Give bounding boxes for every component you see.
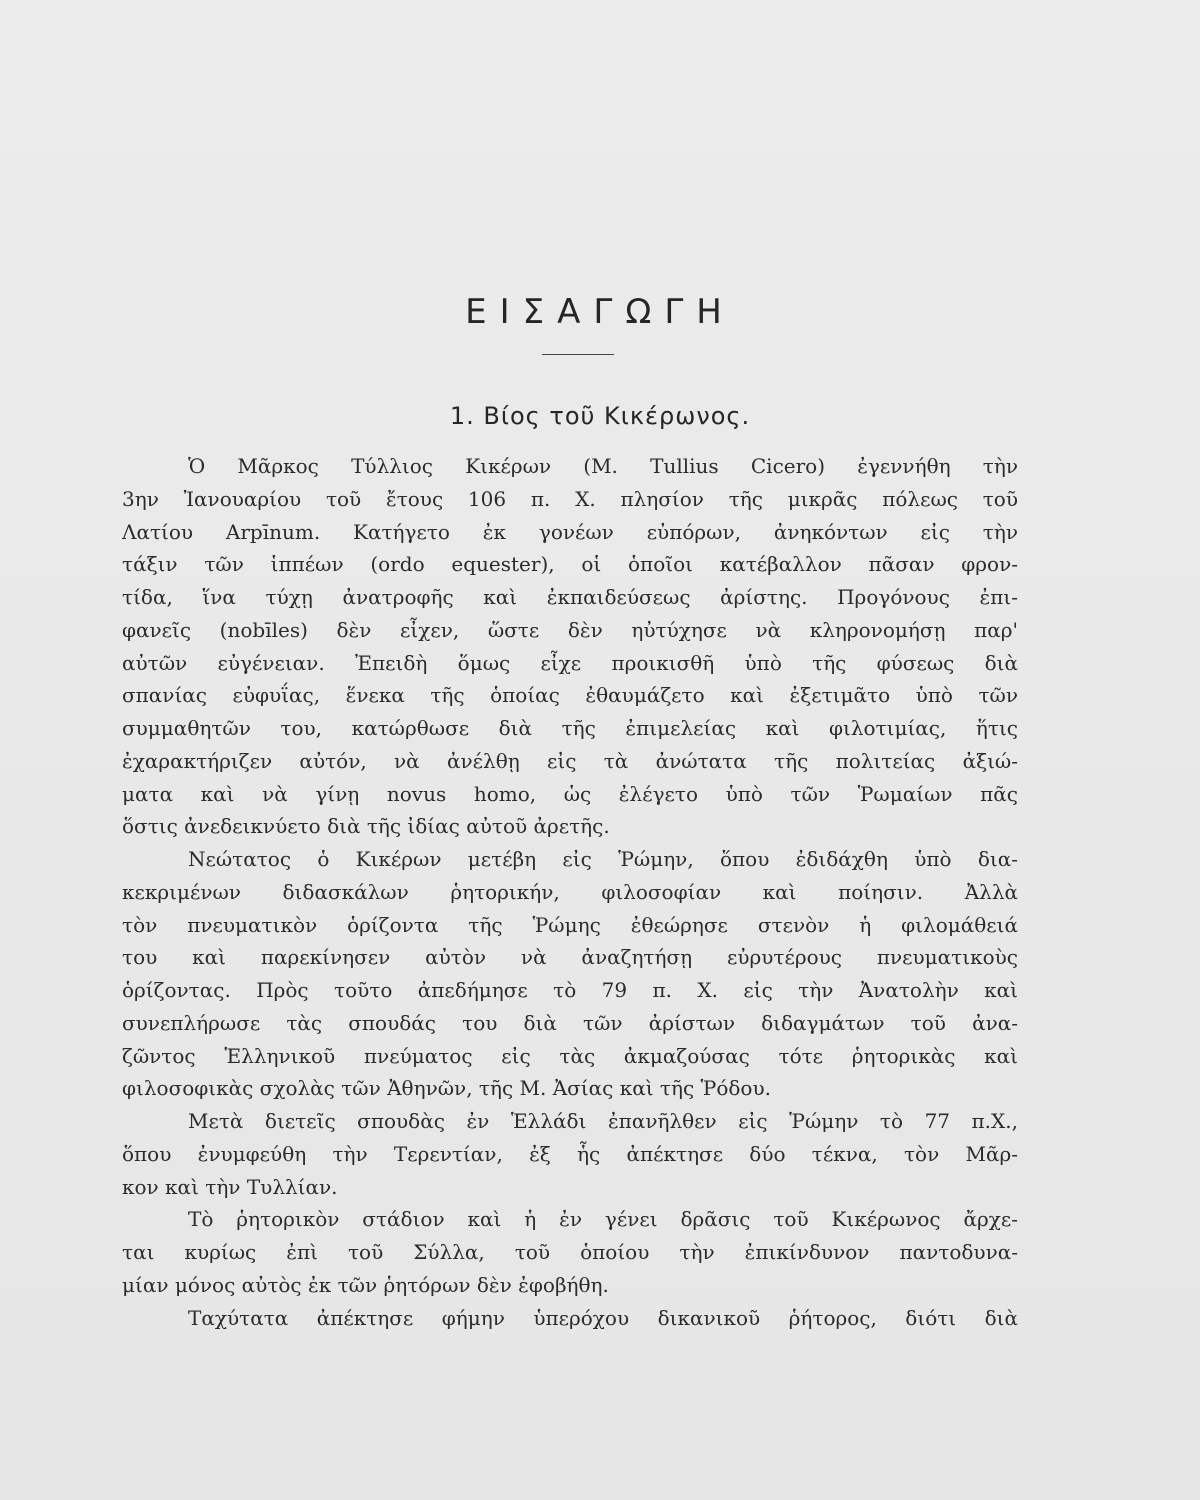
text-line: Τὸ ῥητορικὸν στάδιον καὶ ἡ ἐν γένει δρᾶσις τοῦ Κικέρωνος ἄρχε- bbox=[188, 1207, 1018, 1232]
text-line: ματα καὶ νὰ γίνῃ novus homo, ὡς ἐλέγετο ὑπὸ τῶν Ῥωμαίων πᾶς bbox=[122, 781, 1018, 806]
text-line: κεκριμένων διδασκάλων ῥητορικήν, φιλοσοφίαν καὶ ποίησιν. Ἀλλὰ bbox=[122, 879, 1018, 904]
section-title: 1. Βίος τοῦ Κικέρωνος. bbox=[449, 402, 751, 430]
text-line: ὅπου ἐνυμφεύθη τὴν Τερεντίαν, ἐξ ἧς ἀπέκτησε δύο τέκνα, τὸν Μᾶρ- bbox=[122, 1141, 1018, 1166]
text-line: φιλοσοφικὰς σχολὰς τῶν Ἀθηνῶν, τῆς Μ. Ἀσίας καὶ τῆς Ῥόδου. bbox=[122, 1076, 771, 1101]
text-line: Ταχύτατα ἀπέκτησε φήμην ὑπερόχου δικανικοῦ ῥήτορος, διότι διὰ bbox=[188, 1305, 1018, 1330]
text-line: Ὁ Μᾶρκος Τύλλιος Κικέρων (M. Tullius Cicero) ἐγεννήθη τὴν bbox=[188, 454, 1018, 478]
text-line: Λατίου Arpīnum. Κατήγετο ἐκ γονέων εὐπόρων, ἀνηκόντων εἰς τὴν bbox=[122, 519, 1018, 544]
text-line: ται κυρίως ἐπὶ τοῦ Σύλλα, τοῦ ὁποίου τὴν ἐπικίνδυνον παντοδυνα- bbox=[122, 1240, 1018, 1264]
text-line: φανεῖς (nobīles) δὲν εἶχεν, ὥστε δὲν ηὐτύχησε νὰ κληρονομήσῃ παρ' bbox=[122, 617, 1018, 642]
text-line: κον καὶ τὴν Τυλλίαν. bbox=[122, 1174, 338, 1199]
text-line: συμμαθητῶν του, κατώρθωσε διὰ τῆς ἐπιμελείας καὶ φιλοτιμίας, ἥτις bbox=[122, 716, 1018, 740]
text-line: 3ην Ἰανουαρίου τοῦ ἔτους 106 π. Χ. πλησίον τῆς μικρᾶς πόλεως τοῦ bbox=[122, 486, 1018, 511]
text-line: ὁρίζοντας. Πρὸς τοῦτο ἀπεδήμησε τὸ 79 π. Χ. εἰς τὴν Ἀνατολὴν καὶ bbox=[122, 978, 1018, 1002]
text-line: τὸν πνευματικὸν ὁρίζοντα τῆς Ῥώμης ἐθεώρησε στενὸν ἡ φιλομάθειά bbox=[122, 912, 1018, 937]
text-line: ζῶντος Ἑλληνικοῦ πνεύματος εἰς τὰς ἀκμαζούσας τότε ῥητορικὰς καὶ bbox=[122, 1043, 1018, 1068]
heading-rule bbox=[542, 354, 614, 355]
text-line: τάξιν τῶν ἱππέων (ordo equester), οἱ ὁποῖοι κατέβαλλον πᾶσαν φρον- bbox=[122, 552, 1018, 577]
text-line: συνεπλήρωσε τὰς σπουδάς του διὰ τῶν ἀρίστων διδαγμάτων τοῦ ἀνα- bbox=[122, 1010, 1018, 1035]
text-line: ἐχαρακτήριζεν αὐτόν, νὰ ἀνέλθῃ εἰς τὰ ἀνώτατα τῆς πολιτείας ἀξιώ- bbox=[122, 748, 1018, 773]
text-line: αὐτῶν εὐγένειαν. Ἐπειδὴ ὅμως εἶχε προικισθῆ ὑπὸ τῆς φύσεως διὰ bbox=[122, 650, 1018, 675]
text-line: τίδα, ἵνα τύχῃ ἀνατροφῆς καὶ ἐκπαιδεύσεως ἀρίστης. Προγόνους ἐπι- bbox=[122, 585, 1018, 609]
text-line: μίαν μόνος αὐτὸς ἐκ τῶν ῥητόρων δὲν ἐφοβήθη. bbox=[122, 1272, 609, 1297]
text-line: Νεώτατος ὁ Κικέρων μετέβη εἰς Ῥώμην, ὅπου ἐδιδάχθη ὑπὸ δια- bbox=[188, 847, 1018, 871]
chapter-heading: ΕΙΣΑΓΩΓΗ bbox=[465, 292, 735, 332]
text-line: του καὶ παρεκίνησεν αὐτὸν νὰ ἀναζητήσῃ εὐρυτέρους πνευματικοὺς bbox=[122, 945, 1018, 970]
body-text bbox=[122, 450, 1018, 1334]
text-line: Μετὰ διετεῖς σπουδὰς ἐν Ἑλλάδι ἐπανῆλθεν εἰς Ῥώμην τὸ 77 π.Χ., bbox=[188, 1109, 1018, 1133]
text-line: ὅστις ἀνεδεικνύετο διὰ τῆς ἰδίας αὐτοῦ ἀρετῆς. bbox=[122, 814, 610, 839]
text-line: σπανίας εὐφυΐας, ἕνεκα τῆς ὁποίας ἐθαυμάζετο καὶ ἐξετιμᾶτο ὑπὸ τῶν bbox=[122, 683, 1018, 708]
